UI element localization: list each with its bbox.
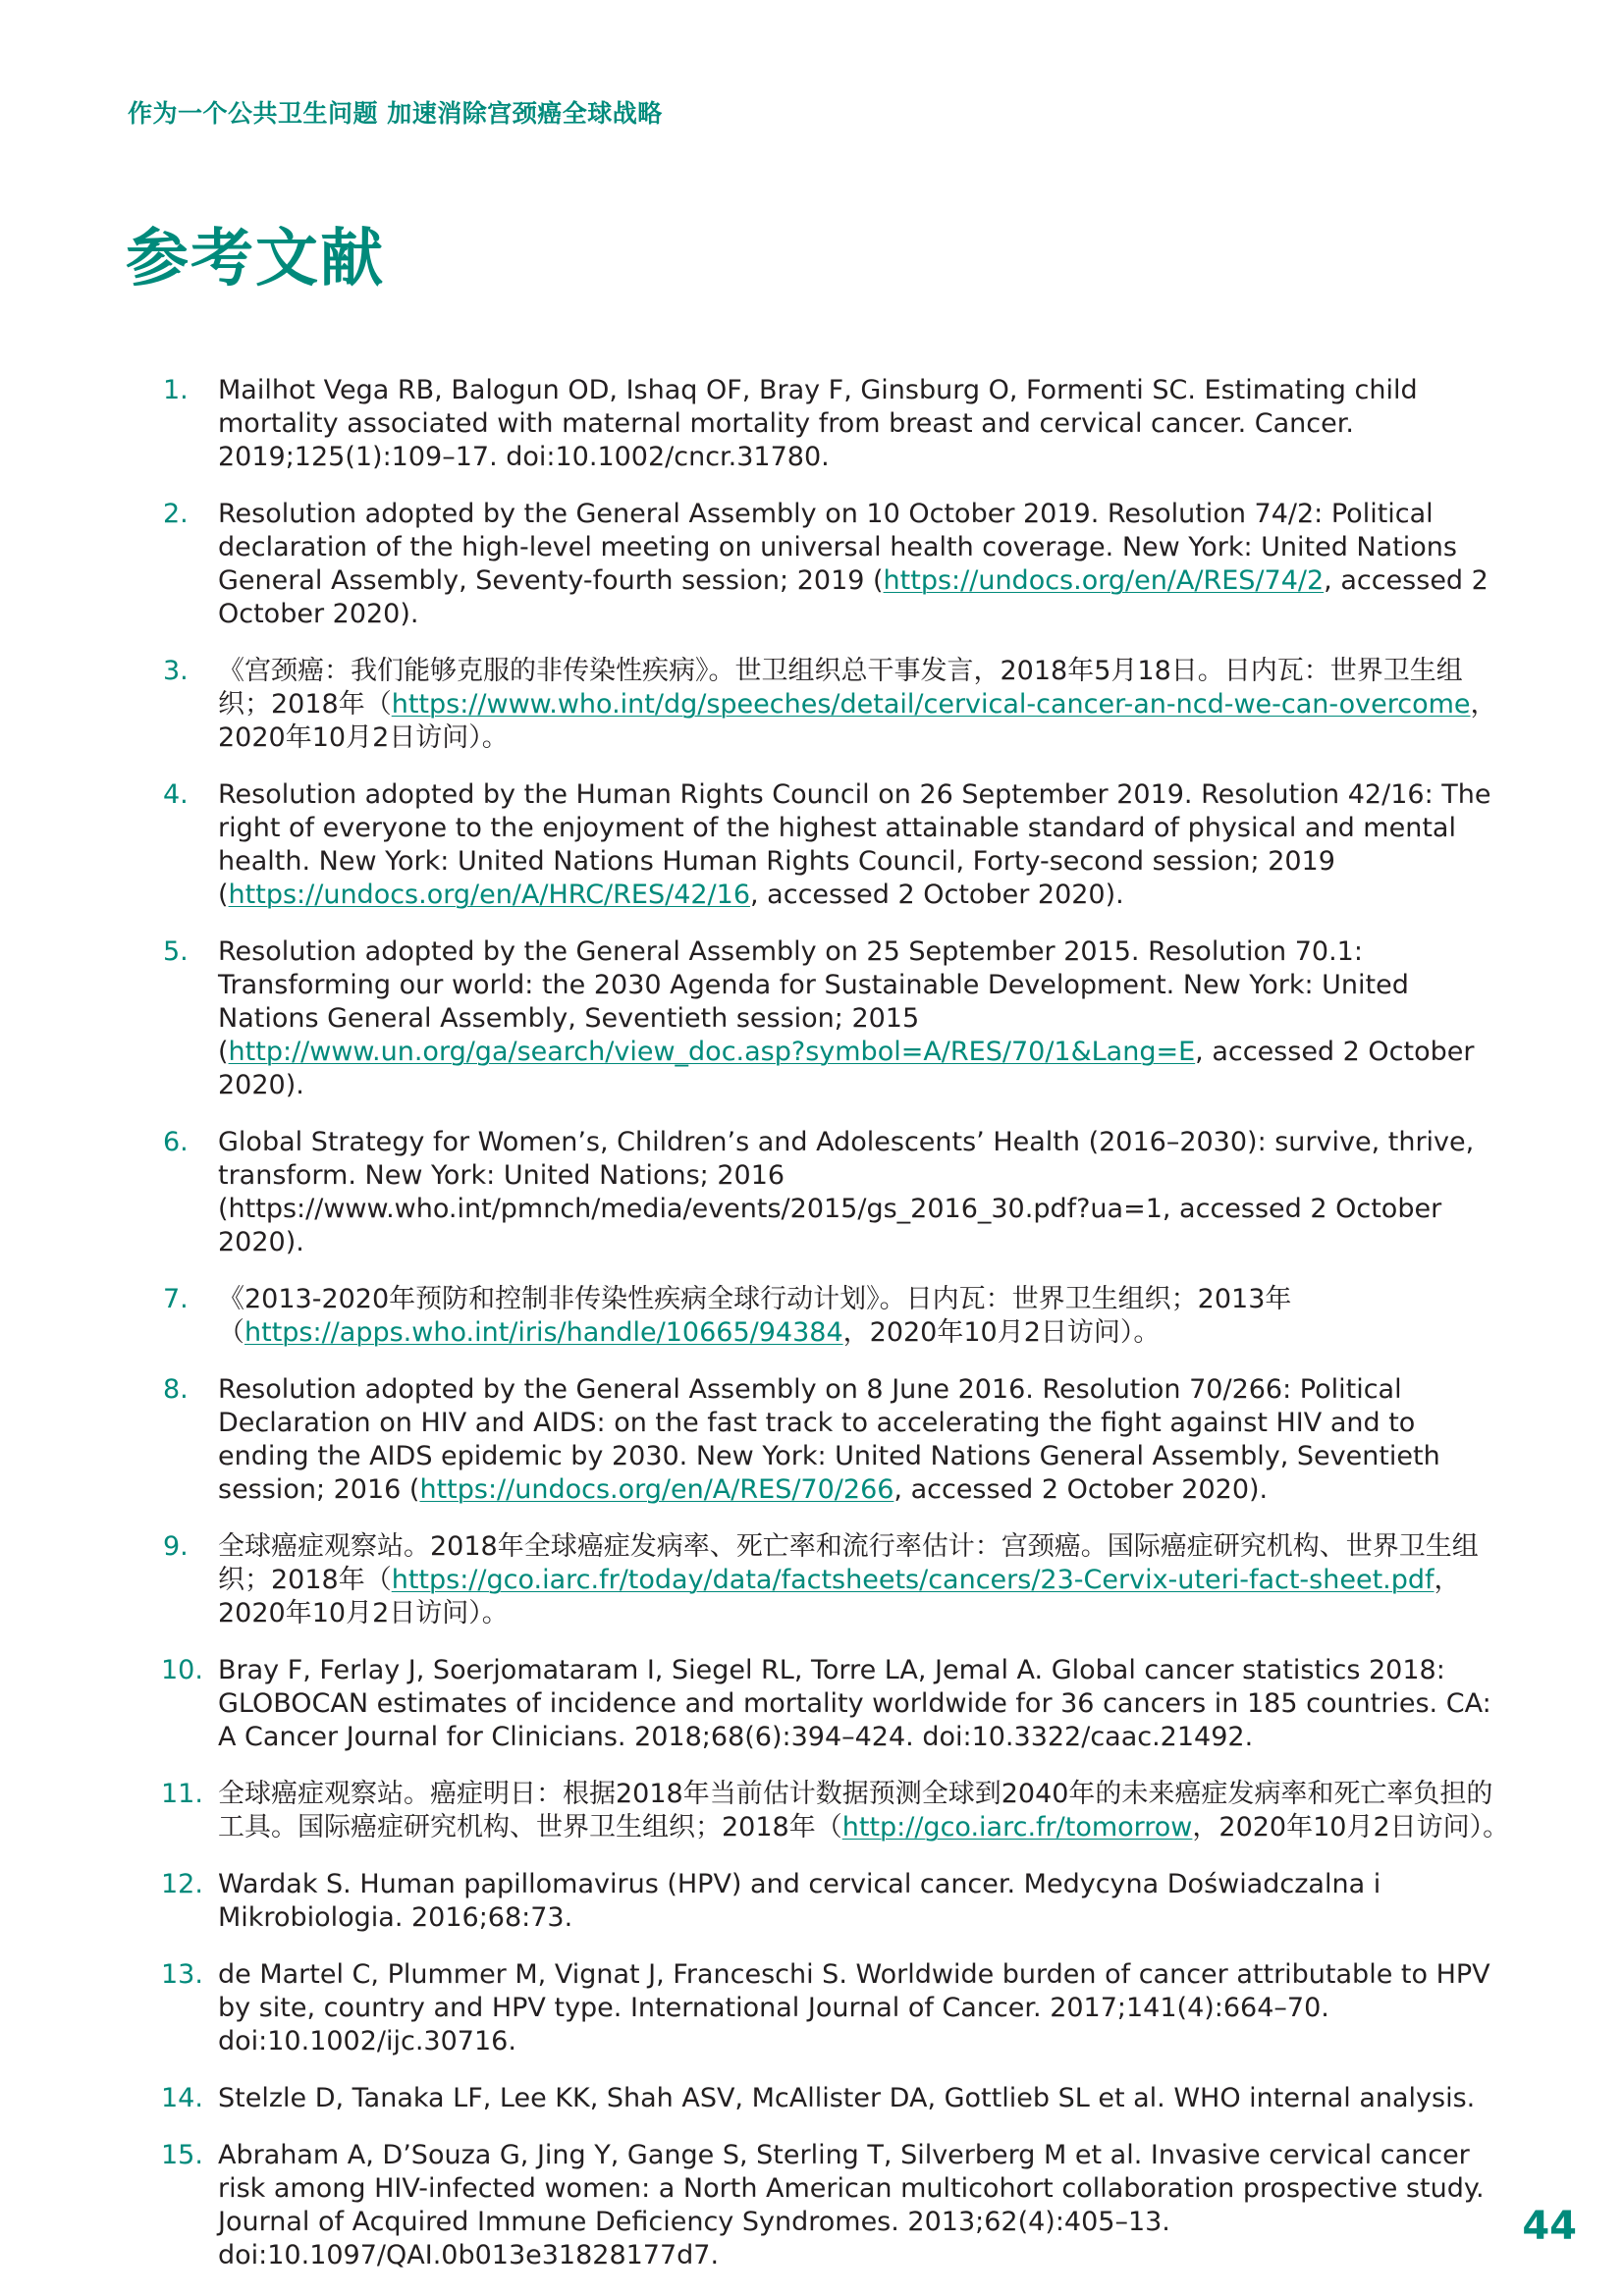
reference-text [218,1283,1512,1350]
reference-number: 6. [163,1127,189,1157]
reference-item [157,1868,1512,1935]
reference-text [218,374,1512,474]
reference-text-segment: 《2013-2020年预防和控制非传染性疾病全球行动计划》。日内瓦：世界卫生组织；2013年（ [218,1284,1292,1348]
reference-text-segment: Resolution adopted by the General Assembly on 10 October 2019. Resolution 74/2: Political declaration of the high-level meeting on universal health coverage. New York: United Nations General Assembly, Seventy-fourth session; 2019 ( [218,499,1457,596]
reference-number: 13. [161,1959,203,1990]
reference-text-segment: Global Strategy for Women’s, Children’s and Adolescents’ Health (2016–2030): survive, thrive, transform. New York: United Nations; 2016 (https://www.who.int/pmnch/media/events/2015/gs_2016_30.pdf?ua=1, accessed 2 October 2020). [218,1127,1475,1257]
reference-link[interactable]: http://www.un.org/ga/search/view_doc.asp?symbol=A/RES/70/1&Lang=E [228,1037,1196,1067]
reference-text [218,935,1512,1102]
reference-text [218,1126,1512,1259]
reference-text-segment: Bray F, Ferlay J, Soerjomataram I, Siegel RL, Torre LA, Jemal A. Global cancer statistics 2018: GLOBOCAN estimates of incidence and mortality worldwide for 36 cancers in 185 countries. CA: A Cancer Journal for Clinicians. 2018;68(6):394–424. doi:10.3322/caac.21492. [218,1655,1491,1752]
reference-text-segment: Abraham A, D’Souza G, Jing Y, Gange S, Sterling T, Silverberg M et al. Invasive cervical cancer risk among HIV-infected women: a North American multicohort collaboration prospective study. Journal of Acquired Immune Deficiency Syndromes. 2013;62(4):405–13. doi:10.1097/QAI.0b013e31828177d7. [218,2140,1485,2270]
reference-text-segment: , accessed 2 October 2020). [750,880,1124,910]
reference-number: 8. [163,1374,189,1405]
reference-text-segment: de Martel C, Plummer M, Vignat J, Franceschi S. Worldwide burden of cancer attributable to HPV by site, country and HPV type. International Journal of Cancer. 2017;141(4):664–70. doi:10.1002/ijc.30716. [218,1959,1490,2056]
reference-item [157,778,1512,912]
reference-number: 10. [161,1655,203,1685]
reference-number: 12. [161,1869,203,1899]
reference-item [157,1283,1512,1350]
reference-item [157,1373,1512,1507]
reference-text-segment: ，2020年10月2日访问）。 [1192,1812,1510,1842]
reference-item [157,1958,1512,2058]
reference-text [218,1778,1512,1844]
reference-text-segment: Mailhot Vega RB, Balogun OD, Ishaq OF, Bray F, Ginsburg O, Formenti SC. Estimating child mortality associated with maternal mortality from breast and cervical cancer. Cancer. 2019;125(1):109–17. doi:10.1002/cncr.31780. [218,375,1418,472]
reference-text-segment: , accessed 2 October 2020). [893,1474,1269,1505]
reference-text-segment: Wardak S. Human papillomavirus (HPV) and cervical cancer. Medycyna Doświadczalna i Mikrobiologia. 2016;68:73. [218,1869,1381,1933]
reference-number: 4. [163,779,189,810]
reference-number: 9. [163,1531,189,1562]
reference-text [218,1654,1512,1754]
reference-text-segment: , accessed 2 October 2020). [218,565,1489,629]
reference-text-segment: ，2020年10月2日访问）。 [218,689,1497,753]
reference-number: 14. [161,2083,203,2113]
reference-item [157,935,1512,1102]
reference-item [157,1654,1512,1754]
reference-link[interactable]: https://undocs.org/en/A/HRC/RES/42/16 [228,880,751,910]
reference-number: 2. [163,499,189,529]
reference-number: 7. [163,1284,189,1314]
reference-link[interactable]: https://www.who.int/dg/speeches/detail/cervical-cancer-an-ncd-we-can-overcome [391,689,1471,720]
reference-item [157,655,1512,755]
reference-number: 1. [163,375,189,405]
reference-text-segment: Resolution adopted by the Human Rights Council on 26 September 2019. Resolution 42/16: The right of everyone to the enjoyment of the highest attainable standard of physical and mental health. New York: United Nations Human Rights Council, Forty-second session; 2019 ( [218,779,1491,910]
reference-list [157,374,1512,2296]
reference-text-segment: , accessed 2 October 2020). [218,1037,1475,1100]
reference-link[interactable]: https://undocs.org/en/A/RES/74/2 [883,565,1325,596]
reference-text [218,1868,1512,1935]
reference-link[interactable]: https://undocs.org/en/A/RES/70/266 [419,1474,894,1505]
page-title: 参考文献 [126,223,385,295]
reference-item [157,1778,1512,1844]
reference-text-segment: Resolution adopted by the General Assembly on 25 September 2015. Resolution 70.1: Transforming our world: the 2030 Agenda for Sustainable Development. New York: United Nations General Assembly, Seventieth session; 2015 ( [218,936,1409,1067]
reference-item [157,2139,1512,2272]
reference-link[interactable]: https://gco.iarc.fr/today/data/factsheets/cancers/23-Cervix-uteri-fact-sheet.pdf [391,1565,1435,1595]
reference-text-segment: ，2020年10月2日访问）。 [842,1317,1161,1348]
reference-link[interactable]: https://apps.who.int/iris/handle/10665/94384 [244,1317,843,1348]
reference-item [157,2082,1512,2115]
reference-text-segment: 《宫颈癌：我们能够克服的非传染性疾病》。世卫组织总干事发言，2018年5月18日。日内瓦：世界卫生组织；2018年（ [218,656,1463,720]
reference-text-segment: Resolution adopted by the General Assembly on 8 June 2016. Resolution 70/266: Political Declaration on HIV and AIDS: on the fast track to accelerating the fight against HIV and to ending the AIDS epidemic by 2030. New York: United Nations General Assembly, Seventieth session; 2016 ( [218,1374,1440,1505]
reference-text-segment: Stelzle D, Tanaka LF, Lee KK, Shah ASV, McAllister DA, Gottlieb SL et al. WHO internal analysis. [218,2083,1476,2113]
reference-item [157,374,1512,474]
reference-text [218,1530,1512,1630]
reference-text [218,2082,1512,2115]
reference-text [218,498,1512,631]
reference-text-segment: ，2020年10月2日访问）。 [218,1565,1461,1629]
reference-text-segment: 全球癌症观察站。癌症明日：根据2018年当前估计数据预测全球到2040年的未来癌症发病率和死亡率负担的工具。国际癌症研究机构、世界卫生组织；2018年（ [218,1779,1493,1842]
reference-text [218,778,1512,912]
running-header: 作为一个公共卫生问题 加速消除宫颈癌全球战略 [128,99,663,128]
reference-item [157,1126,1512,1259]
reference-text [218,1373,1512,1507]
reference-text-segment: 全球癌症观察站。2018年全球癌症发病率、死亡率和流行率估计：宫颈癌。国际癌症研究机构、世界卫生组织；2018年（ [218,1531,1479,1595]
reference-number: 15. [161,2140,203,2170]
reference-item [157,498,1512,631]
reference-text [218,2139,1512,2272]
reference-number: 5. [163,936,189,967]
reference-item [157,1530,1512,1630]
reference-number: 11. [161,1779,203,1809]
reference-link[interactable]: http://gco.iarc.fr/tomorrow [841,1812,1193,1842]
page-number: 44 [1522,2204,1577,2249]
reference-text [218,1958,1512,2058]
reference-number: 3. [163,656,189,686]
reference-text [218,655,1512,755]
